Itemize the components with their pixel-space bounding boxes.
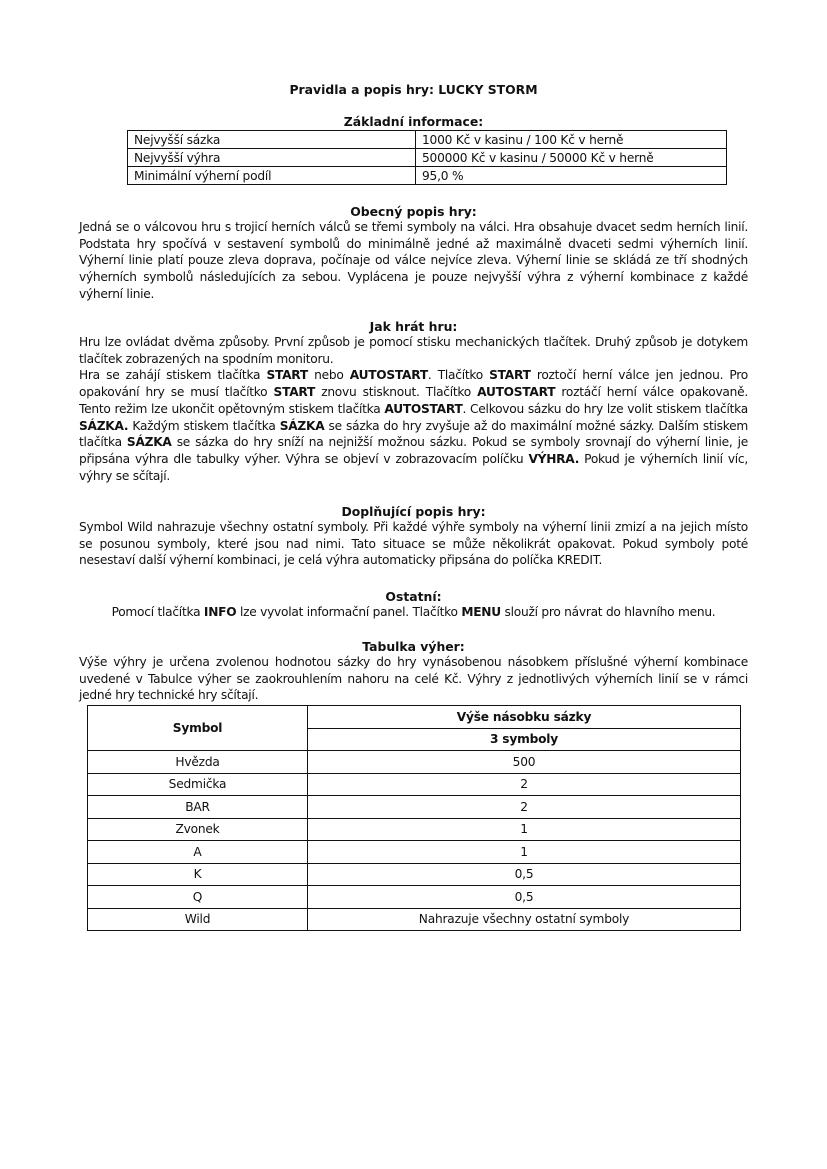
table-header-row bbox=[88, 706, 741, 729]
table-row bbox=[128, 167, 727, 185]
info-value: 1000 Kč v kasinu / 100 Kč v herně bbox=[416, 131, 727, 149]
symbol-cell: Hvězda bbox=[88, 751, 308, 774]
symbol-cell: Wild bbox=[88, 908, 308, 931]
value-cell: 0,5 bbox=[308, 886, 741, 909]
value-cell: 0,5 bbox=[308, 863, 741, 886]
other-heading: Ostatní: bbox=[385, 589, 442, 604]
how-to-play-section bbox=[79, 319, 748, 484]
table-row bbox=[88, 818, 741, 841]
info-value: 95,0 % bbox=[416, 167, 727, 185]
other-section bbox=[79, 589, 748, 621]
paytable-table bbox=[87, 705, 741, 931]
value-cell: 1 bbox=[308, 818, 741, 841]
how-to-play-heading: Jak hrát hru: bbox=[369, 319, 458, 334]
basic-info-heading: Základní informace: bbox=[343, 114, 484, 129]
basic-info-table bbox=[127, 130, 727, 185]
symbol-cell: Zvonek bbox=[88, 818, 308, 841]
how-to-play-text-1: Hru lze ovládat dvěma způsoby. První způsob je pomocí stisku mechanických tlačítek. Druhý způsob je dotykem tlačítek zobrazených na spodním monitoru. bbox=[79, 335, 748, 366]
info-label: Minimální výherní podíl bbox=[128, 167, 416, 185]
info-value: 500000 Kč v kasinu / 50000 Kč v herně bbox=[416, 149, 727, 167]
additional-section bbox=[79, 504, 748, 569]
table-row bbox=[128, 131, 727, 149]
additional-text: Symbol Wild nahrazuje všechny ostatní symboly. Při každé výhře symboly na výherní linii zmizí a na jejich místo se posunou symboly, které jsou nad nimi. Tato situace se může několikrát opakovat. Pokud symboly poté nesestaví další výherní kombinaci, je celá výhra automaticky připsána do políčka KREDIT. bbox=[79, 520, 748, 568]
value-cell: 2 bbox=[308, 796, 741, 819]
value-cell: 500 bbox=[308, 751, 741, 774]
table-row bbox=[128, 149, 727, 167]
value-cell: Nahrazuje všechny ostatní symboly bbox=[308, 908, 741, 931]
table-row bbox=[88, 751, 741, 774]
additional-heading: Doplňující popis hry: bbox=[341, 504, 486, 519]
table-row bbox=[88, 863, 741, 886]
table-row bbox=[88, 886, 741, 909]
paytable-heading: Tabulka výher: bbox=[362, 639, 465, 654]
general-heading: Obecný popis hry: bbox=[350, 204, 477, 219]
general-section bbox=[79, 204, 748, 303]
table-row bbox=[88, 908, 741, 931]
symbol-cell: K bbox=[88, 863, 308, 886]
symbol-cell: Sedmička bbox=[88, 773, 308, 796]
general-text: Jedná se o válcovou hru s trojicí herních válců se třemi symboly na válci. Hra obsahuje dvacet sedm herních linií. Podstata hry spočívá v sestavení symbolů do minimálně jedné až maximálně dvaceti sedmi výherních linií. Výherní linie platí pouze zleva doprava, počínaje od válce nejvíce zleva. Výherní linie se skládá ze tří shodných výherních symbolů následujících za sebou. Vyplácena je pouze nejvyšší výhra z výherní kombinace z každé výherní linie. bbox=[79, 220, 748, 301]
info-label: Nejvyšší výhra bbox=[128, 149, 416, 167]
col-symbol-header: Symbol bbox=[88, 706, 308, 751]
table-row bbox=[88, 796, 741, 819]
table-row bbox=[88, 773, 741, 796]
value-cell: 1 bbox=[308, 841, 741, 864]
document-title: Pravidla a popis hry: LUCKY STORM bbox=[289, 82, 538, 97]
value-cell: 2 bbox=[308, 773, 741, 796]
col-multiplier-header: Výše násobku sázky bbox=[308, 706, 741, 729]
how-to-play-text-2: Hra se zahájí stiskem tlačítka START nebo AUTOSTART. Tlačítko START roztočí herní válce jen jednou. Pro opakování hry se musí tlačítko START znovu stisknout. Tlačítko AUTOSTART roztáčí herní válce opakovaně. Tento režim lze ukončit opětovným stiskem tlačítka AUTOSTART. Celkovou sázku do hry lze volit stiskem tlačítka SÁZKA. Každým stiskem tlačítka SÁZKA se sázka do hry zvyšuje až do maximální možné sázky. Dalším stiskem tlačítka SÁZKA se sázka do hry sníží na nejnižší možnou sázku. Pokud se symboly srovnají do výherní linie, je připsána výhra dle tabulky výher. Výhra se objeví v zobrazovacím políčku VÝHRA. Pokud je výherních linií víc, výhry se sčítají. bbox=[79, 368, 748, 483]
info-label: Nejvyšší sázka bbox=[128, 131, 416, 149]
symbol-cell: BAR bbox=[88, 796, 308, 819]
paytable-text: Výše výhry je určena zvolenou hodnotou sázky do hry vynásobenou násobkem příslušné výherní kombinace uvedené v Tabulce výher se zaokrouhlením nahoru na celé Kč. Výhry z jednotlivých výherních linií se v rámci jedné hry technické hry sčítají. bbox=[79, 655, 748, 703]
symbol-cell: Q bbox=[88, 886, 308, 909]
other-text: Pomocí tlačítka INFO lze vyvolat informační panel. Tlačítko MENU slouží pro návrat do hlavního menu. bbox=[111, 605, 716, 619]
symbol-cell: A bbox=[88, 841, 308, 864]
paytable-section bbox=[79, 639, 748, 704]
col-sub-header: 3 symboly bbox=[308, 728, 741, 751]
table-row bbox=[88, 841, 741, 864]
